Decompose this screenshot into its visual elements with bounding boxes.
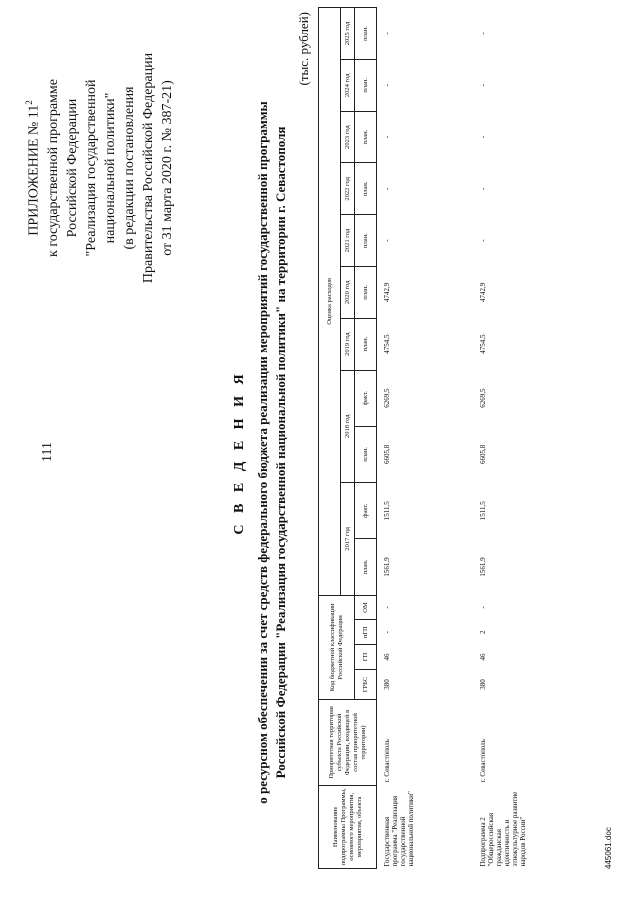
cell-grbs: 380 <box>478 679 487 690</box>
header-code-grbs: ГРБС <box>355 669 377 699</box>
appendix-line-1: к государственной программе <box>45 79 61 257</box>
header-plan: план. <box>355 539 377 595</box>
header-year-2021: 2021 год <box>341 215 355 267</box>
appendix-line-6: Правительства Российской Федерации <box>140 52 156 284</box>
cell-2023-plan: - <box>478 135 487 139</box>
footer-filename: 445061.doc <box>604 827 613 869</box>
header-name: Наименование подпрограммы Программы, основного мероприятия, мероприятия, объекта <box>319 785 377 868</box>
cell-2018-plan: 6605,8 <box>383 444 391 465</box>
row-name: Государственная программа "Реализация государственной национальной политики" <box>383 791 415 867</box>
header-expense-estimate: Оценка расходов <box>319 8 341 596</box>
cell-2019-plan: 4754,5 <box>478 334 487 354</box>
cell-2019-plan: 4754,5 <box>383 334 391 354</box>
header-budget-code: Код бюджетной классификации Российской Федерации <box>319 595 355 700</box>
cell-om: - <box>478 606 487 609</box>
header-plan: план. <box>355 318 377 370</box>
resource-table <box>318 7 569 869</box>
units-label: (тыс. рублей) <box>296 12 311 86</box>
cell-2024-plan: - <box>478 84 487 87</box>
appendix-superscript: 2 <box>24 100 34 105</box>
row-territory: г. Севастополь <box>478 739 487 783</box>
cell-2018-plan: 6605,8 <box>478 444 487 465</box>
header-year-2023: 2023 год <box>341 111 355 163</box>
cell-pgp: - <box>383 631 391 634</box>
document-title: С В Е Д Е Н И Я <box>232 370 247 535</box>
cell-om: - <box>383 606 391 609</box>
cell-gp: 46 <box>478 653 487 661</box>
cell-2024-plan: - <box>383 84 391 87</box>
cell-2018-fact: 6269,5 <box>478 388 487 408</box>
subtitle-line-2: Российской Федерации "Реализация государственной национальной политики" на территории г. Севастополя <box>273 126 288 779</box>
cell-grbs: 380 <box>383 679 391 690</box>
appendix-line-2: Российской Федерации <box>64 98 80 238</box>
row-territory: г. Севастополь <box>383 739 391 783</box>
cell-2025-plan: - <box>478 32 487 35</box>
table-row <box>473 8 569 869</box>
resource-table-wrapper <box>318 7 569 869</box>
row-name: Подпрограмма 2 "Общероссийская гражданская идентичность и этнокультурное развитие народов России" <box>478 791 527 867</box>
appendix-line-7: от 31 марта 2020 г. № 387-21) <box>159 80 175 256</box>
header-code-gp: ГП <box>355 645 377 670</box>
header-code-pgp: пГП <box>355 620 377 645</box>
cell-2022-plan: - <box>383 187 391 191</box>
header-year-2022: 2022 год <box>341 163 355 215</box>
header-year-2019: 2019 год <box>341 318 355 370</box>
appendix-block <box>20 18 177 318</box>
cell-2022-plan: - <box>478 187 487 191</box>
cell-2017-fact: 1511,5 <box>478 501 487 521</box>
appendix-line-3: "Реализация государственной <box>83 79 99 257</box>
cell-2021-plan: - <box>478 239 487 242</box>
header-territory: Приоритетная территория субъекта Российской Федерации, входящей в состав приоритетной территории) <box>319 700 377 786</box>
header-plan: план. <box>355 426 377 482</box>
cell-gp: 46 <box>383 653 391 661</box>
header-year-2018: 2018 год <box>341 370 355 483</box>
header-year-2024: 2024 год <box>341 59 355 111</box>
cell-2023-plan: - <box>383 135 391 139</box>
header-plan: план. <box>355 266 377 318</box>
header-plan: план. <box>355 163 377 215</box>
header-fact: факт. <box>355 370 377 426</box>
cell-2018-fact: 6269,5 <box>383 388 391 408</box>
header-plan: план. <box>355 111 377 163</box>
cell-pgp: 2 <box>478 630 487 634</box>
cell-2025-plan: - <box>383 32 391 35</box>
header-fact: факт. <box>355 483 377 539</box>
appendix-line-0: ПРИЛОЖЕНИЕ № $11^2$ <box>24 100 42 236</box>
header-code-om: ОМ <box>355 595 377 620</box>
header-year-2017: 2017 год <box>341 483 355 596</box>
table-row <box>377 8 473 869</box>
cell-2020-plan: 4742,9 <box>478 282 487 302</box>
appendix-line-4: национальной политики" <box>102 92 118 244</box>
cell-2017-plan: 1561,9 <box>383 557 391 577</box>
page-number: 111 <box>40 442 55 462</box>
cell-2020-plan: 4742,9 <box>383 282 391 302</box>
cell-2021-plan: - <box>383 239 391 242</box>
header-year-2025: 2025 год <box>341 8 355 60</box>
subtitle-line-1: о ресурсном обеспечении за счет средств федерального бюджета реализации мероприятий государственной программы <box>255 101 270 804</box>
header-plan: план. <box>355 215 377 267</box>
header-year-2020: 2020 год <box>341 266 355 318</box>
header-plan: план. <box>355 8 377 60</box>
appendix-line-5: (в редакции постановления <box>121 86 137 250</box>
document-subtitle <box>254 0 290 905</box>
header-plan: план. <box>355 59 377 111</box>
cell-2017-fact: 1511,5 <box>383 501 391 521</box>
cell-2017-plan: 1561,9 <box>478 557 487 577</box>
